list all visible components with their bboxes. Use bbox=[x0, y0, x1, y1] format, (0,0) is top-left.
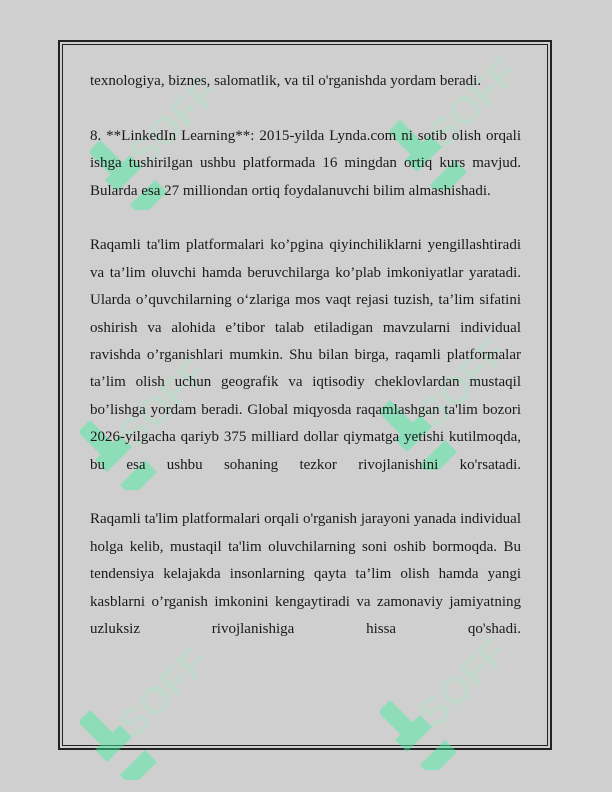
paragraph-intro-line: texnologiya, biznes, salomatlik, va til o'rganishda yordam beradi. bbox=[90, 73, 482, 89]
svg-text:SOFF: SOFF bbox=[110, 639, 217, 747]
svg-text:SOFF: SOFF bbox=[410, 629, 517, 737]
paragraph-digital-platforms: Raqamli ta'lim platformalari ko’pgina qiyinchiliklarni yengillashtiradi va ta’lim oluvchi hamda beruvchilarga ko’plab imkoniyatlar yaratadi. Ularda o’quvchilarning o‘zlariga mos vaqt rejasi tuzish, ta’lim sifatini oshirish va alohida e’tibor talab etiladigan mavzularni individual ravishda o’rganishlari mumkin. Shu bilan birga, raqamli platformalar ta’lim olish uchun geografik va iqtisodiy cheklovlardan mustaqil bo’lishga yordam beradi. Global miqyosda raqamlashgan ta'lim bozori 2026-yilgacha qariyb 375 milliard dollar qiymatga yetishi kutilmoqda, bu esa ushbu sohaning tezkor rivojlanishini ko'rsatadi. bbox=[90, 237, 521, 473]
document-body bbox=[90, 68, 521, 671]
paragraph-linkedin-learning: 8. **LinkedIn Learning**: 2015-yilda Lynda.com ni sotib olish orqali ishga tushirilgan ushbu platformada 16 mingdan ortiq kurs mavjud. Bularda esa 27 milliondan ortiq foydalanuvchi bilim almashishadi. bbox=[90, 127, 521, 199]
paragraph-conclusion: Raqamli ta'lim platformalari orqali o'rganish jarayoni yanada individual holga kelib, mustaqil ta'lim oluvchilarning soni oshib bormoqda. Bu tendensiya kelajakda insonlarning qayta ta’lim olish hamda yangi kasblarni o’rganish imkonini kengaytiradi va zamonaviy jamiyatning uzluksiz rivojlanishiga hissa qo'shadi. bbox=[90, 511, 521, 638]
svg-text:SOFF: SOFF bbox=[110, 349, 217, 457]
svg-text:SOFF: SOFF bbox=[120, 69, 227, 177]
svg-text:SOFF: SOFF bbox=[410, 329, 517, 437]
svg-text:SOFF: SOFF bbox=[420, 49, 527, 157]
